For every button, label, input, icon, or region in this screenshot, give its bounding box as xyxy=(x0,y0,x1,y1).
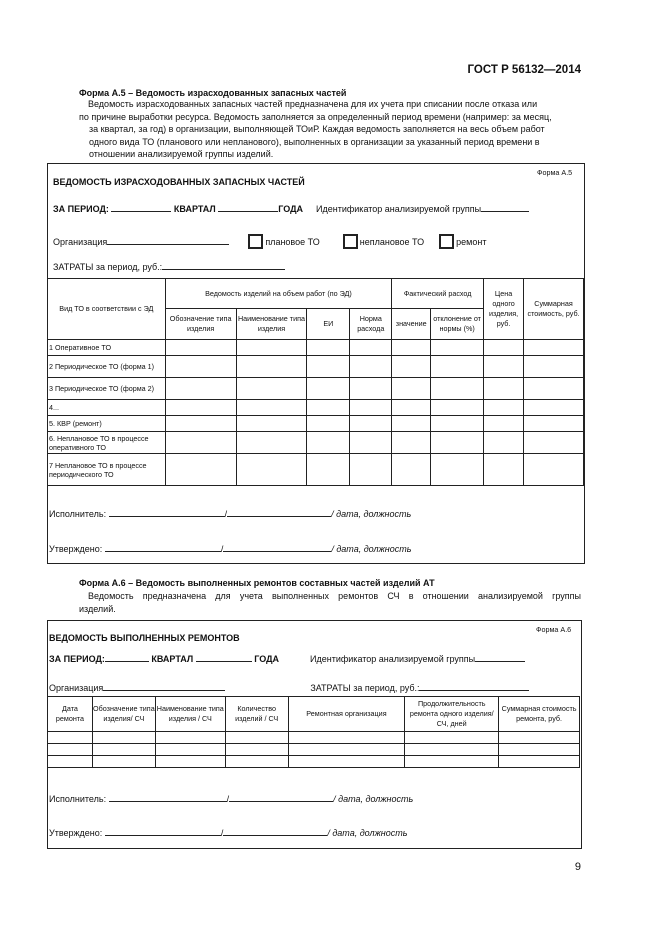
cell[interactable] xyxy=(225,756,288,768)
unplanned-checkbox[interactable] xyxy=(343,234,358,249)
form5-period-row xyxy=(53,202,529,214)
unplanned-label: неплановое ТО xyxy=(359,237,425,247)
period-field[interactable] xyxy=(111,202,171,212)
cell[interactable] xyxy=(350,432,392,454)
col-header: Обозначение типа изделия/ СЧ xyxy=(92,697,155,732)
form6-title: ВЕДОМОСТЬ ВЫПОЛНЕННЫХ РЕМОНТОВ xyxy=(49,633,240,643)
repair-checkbox[interactable] xyxy=(439,234,454,249)
approved-suffix: / дата, должность xyxy=(327,828,408,838)
cell[interactable] xyxy=(524,340,584,356)
cell[interactable] xyxy=(499,744,580,756)
page-number: 9 xyxy=(574,861,581,873)
cell[interactable] xyxy=(350,340,392,356)
form6-label: Форма А.6 xyxy=(536,625,572,634)
col-header: Наименование типа изделия / СЧ xyxy=(155,697,225,732)
form5-costs-row xyxy=(53,260,285,272)
cell[interactable] xyxy=(165,454,236,486)
table-row xyxy=(48,340,584,356)
cell[interactable] xyxy=(165,378,236,400)
cell[interactable] xyxy=(524,454,584,486)
cell[interactable] xyxy=(236,432,307,454)
form6-paragraph xyxy=(79,590,581,615)
col-vid-header: Вид ТО в соответствии с ЭД xyxy=(48,279,166,340)
cell[interactable] xyxy=(92,732,155,744)
cell[interactable] xyxy=(431,356,484,378)
cell[interactable] xyxy=(392,378,431,400)
cell[interactable] xyxy=(307,432,350,454)
cell[interactable] xyxy=(524,416,584,432)
form6-para-line: Ведомость предназначена для учета выполненных ремонтов СЧ в отношении анализируемой группы xyxy=(88,591,581,601)
form5-para-line: одного вида ТО (планового или непланового), выполненных в организации за указанный период времени в xyxy=(89,136,540,147)
cell[interactable] xyxy=(392,416,431,432)
cell[interactable] xyxy=(484,454,524,486)
cell[interactable] xyxy=(484,432,524,454)
executor-label: Исполнитель: xyxy=(49,794,107,804)
approved-sign-field[interactable] xyxy=(220,826,327,838)
table-row xyxy=(48,416,584,432)
cell[interactable] xyxy=(524,400,584,416)
group-id-label: Идентификатор анализируемой группы xyxy=(310,654,476,664)
sub-header: отклонение от нормы (%) xyxy=(431,309,484,340)
approved-suffix: / дата, должность xyxy=(331,544,412,554)
col-price-header: Цена одного изделия, руб. xyxy=(484,279,524,340)
cell[interactable] xyxy=(392,356,431,378)
approved-sign-field[interactable] xyxy=(220,542,331,554)
executor-name-field[interactable] xyxy=(109,507,225,517)
approved-label: Утверждено: xyxy=(49,828,103,838)
cell[interactable] xyxy=(499,732,580,744)
form5-para-line: за квартал, за год) в организации, выполняющей ТОиР. Каждая ведомость заполняется на весь объем работ xyxy=(89,124,545,134)
cell[interactable] xyxy=(288,732,405,744)
cell[interactable] xyxy=(405,756,499,768)
org-label: Организация xyxy=(53,237,108,247)
cell[interactable] xyxy=(350,454,392,486)
planned-checkbox[interactable] xyxy=(248,234,263,249)
table-row xyxy=(48,454,584,486)
row-label: 6. Неплановое ТО в процессе оперативного ТО xyxy=(48,432,166,454)
planned-label: плановое ТО xyxy=(265,237,320,247)
cell[interactable] xyxy=(236,340,307,356)
form5-para-line: по причине выработки ресурса. Ведомость заполняется за определенный период времени (например: за месяц, xyxy=(79,111,552,122)
form6-org-row xyxy=(49,681,529,693)
slash: / xyxy=(226,794,230,804)
form5-para-line: отношении анализируемой группы изделий. xyxy=(89,149,274,159)
cell[interactable] xyxy=(524,356,584,378)
cell[interactable] xyxy=(350,356,392,378)
approved-name-field[interactable] xyxy=(105,542,221,552)
row-label: 7 Неплановое ТО в процессе периодического ТО xyxy=(48,454,166,486)
costs-field[interactable] xyxy=(419,681,529,691)
cell[interactable] xyxy=(165,356,236,378)
table-row xyxy=(48,400,584,416)
cell[interactable] xyxy=(405,732,499,744)
cell[interactable] xyxy=(484,340,524,356)
row-label: 5. КВР (ремонт) xyxy=(48,416,166,432)
table-row xyxy=(48,744,580,756)
executor-name-field[interactable] xyxy=(109,792,227,802)
cell[interactable] xyxy=(307,454,350,486)
cell[interactable] xyxy=(431,400,484,416)
cell[interactable] xyxy=(307,378,350,400)
slash: / xyxy=(224,509,228,519)
group-id-field[interactable] xyxy=(481,202,529,212)
costs-field[interactable] xyxy=(162,260,285,270)
executor-label: Исполнитель: xyxy=(49,509,107,519)
cell[interactable] xyxy=(288,756,405,768)
sub-header: Наименование типа изделия xyxy=(236,309,307,340)
year-label: ГОДА xyxy=(278,204,303,214)
cell[interactable] xyxy=(431,378,484,400)
cell[interactable] xyxy=(48,732,93,744)
cell[interactable] xyxy=(484,356,524,378)
cell[interactable] xyxy=(48,744,93,756)
cell[interactable] xyxy=(48,756,93,768)
cell[interactable] xyxy=(484,400,524,416)
cell[interactable] xyxy=(155,744,225,756)
form6-period-row xyxy=(49,652,525,664)
cell[interactable] xyxy=(307,416,350,432)
cell[interactable] xyxy=(307,340,350,356)
cell[interactable] xyxy=(524,378,584,400)
year-label: ГОДА xyxy=(254,654,279,664)
col-header: Суммарная стоимость ремонта, руб. xyxy=(499,697,580,732)
cell[interactable] xyxy=(225,732,288,744)
approved-name-field[interactable] xyxy=(105,826,221,836)
form5-org-row xyxy=(53,235,486,250)
row-label: 3 Периодическое ТО (форма 2) xyxy=(48,378,166,400)
col-header: Продолжительность ремонта одного изделия/СЧ, дней xyxy=(405,697,499,732)
table-row xyxy=(48,756,580,768)
col-header: Количество изделий / СЧ xyxy=(225,697,288,732)
slash: / xyxy=(220,544,224,554)
cell[interactable] xyxy=(499,756,580,768)
cell[interactable] xyxy=(350,416,392,432)
quarter-label: КВАРТАЛ xyxy=(151,654,194,664)
sub-header: Обозначение типа изделия xyxy=(165,309,236,340)
cell[interactable] xyxy=(431,454,484,486)
org-field[interactable] xyxy=(103,681,225,691)
org-field[interactable] xyxy=(107,235,229,245)
form6-para-line: изделий. xyxy=(79,603,116,614)
cell[interactable] xyxy=(431,416,484,432)
cell[interactable] xyxy=(431,340,484,356)
quarter-field[interactable] xyxy=(196,652,252,662)
form5-approved-row xyxy=(49,542,411,554)
cell[interactable] xyxy=(236,416,307,432)
cell[interactable] xyxy=(155,732,225,744)
org-label: Организация xyxy=(49,683,104,693)
cell[interactable] xyxy=(288,744,405,756)
cell[interactable] xyxy=(392,400,431,416)
form5-paragraph xyxy=(79,98,582,161)
form6-heading: Форма А.6 – Ведомость выполненных ремонтов составных частей изделий АТ xyxy=(79,578,435,588)
group-ved-header: Ведомость изделий на объем работ (по ЭД) xyxy=(165,279,392,309)
cell[interactable] xyxy=(405,744,499,756)
form5-heading: Форма А.5 – Ведомость израсходованных запасных частей xyxy=(79,88,347,98)
form6-table xyxy=(47,696,580,768)
cell[interactable] xyxy=(392,454,431,486)
cell[interactable] xyxy=(225,744,288,756)
table-row xyxy=(48,356,584,378)
row-label: 1 Оперативное ТО xyxy=(48,340,166,356)
col-header: Ремонтная организация xyxy=(288,697,405,732)
col-total-header: Суммарная стоимость, руб. xyxy=(524,279,584,340)
cell[interactable] xyxy=(165,340,236,356)
executor-sign-field[interactable] xyxy=(226,792,333,804)
form6-approved-row xyxy=(49,826,407,838)
cell[interactable] xyxy=(236,356,307,378)
period-field[interactable] xyxy=(105,652,149,662)
costs-label: ЗАТРАТЫ за период, руб.: xyxy=(310,683,420,693)
period-label: ЗА ПЕРИОД: xyxy=(53,204,109,214)
table-row xyxy=(48,432,584,454)
cell[interactable] xyxy=(307,356,350,378)
cell[interactable] xyxy=(155,756,225,768)
cell[interactable] xyxy=(392,432,431,454)
cell[interactable] xyxy=(92,744,155,756)
cell[interactable] xyxy=(236,400,307,416)
quarter-field[interactable] xyxy=(218,202,278,212)
form5-table xyxy=(47,278,584,486)
sub-header: Норма расхода xyxy=(350,309,392,340)
cell[interactable] xyxy=(484,416,524,432)
cell[interactable] xyxy=(92,756,155,768)
cell[interactable] xyxy=(350,378,392,400)
group-fact-header: Фактический расход xyxy=(392,279,484,309)
cell[interactable] xyxy=(307,400,350,416)
cell[interactable] xyxy=(165,416,236,432)
sub-header: значение xyxy=(392,309,431,340)
form5-para-line: Ведомость израсходованных запасных частей предназначена для их учета при списании после отказа или xyxy=(88,99,538,109)
executor-suffix: / дата, должность xyxy=(333,794,414,804)
gost-header: ГОСТ Р 56132—2014 xyxy=(467,64,581,76)
cell[interactable] xyxy=(236,454,307,486)
cell[interactable] xyxy=(165,432,236,454)
group-id-field[interactable] xyxy=(475,652,525,662)
sub-header: ЕИ xyxy=(307,309,350,340)
cell[interactable] xyxy=(350,400,392,416)
period-label: ЗА ПЕРИОД: xyxy=(49,654,105,664)
repair-label: ремонт xyxy=(456,237,487,247)
cell[interactable] xyxy=(392,340,431,356)
cell[interactable] xyxy=(431,432,484,454)
cell[interactable] xyxy=(236,378,307,400)
table-row xyxy=(48,378,584,400)
cell[interactable] xyxy=(524,432,584,454)
cell[interactable] xyxy=(484,378,524,400)
table-row xyxy=(48,732,580,744)
executor-sign-field[interactable] xyxy=(224,507,331,519)
approved-label: Утверждено: xyxy=(49,544,103,554)
cell[interactable] xyxy=(165,400,236,416)
costs-label: ЗАТРАТЫ за период, руб.: xyxy=(53,262,163,272)
form5-label: Форма А.5 xyxy=(537,168,573,177)
executor-suffix: / дата, должность xyxy=(331,509,412,519)
row-label: 2 Периодическое ТО (форма 1) xyxy=(48,356,166,378)
form5-executor-row xyxy=(49,507,411,519)
slash: / xyxy=(220,828,224,838)
form5-title: ВЕДОМОСТЬ ИЗРАСХОДОВАННЫХ ЗАПАСНЫХ ЧАСТЕЙ xyxy=(53,177,305,187)
row-label: 4... xyxy=(48,400,166,416)
group-id-label: Идентификатор анализируемой группы xyxy=(316,204,482,214)
col-header: Дата ремонта xyxy=(48,697,93,732)
quarter-label: КВАРТАЛ xyxy=(173,204,216,214)
form6-executor-row xyxy=(49,792,413,804)
